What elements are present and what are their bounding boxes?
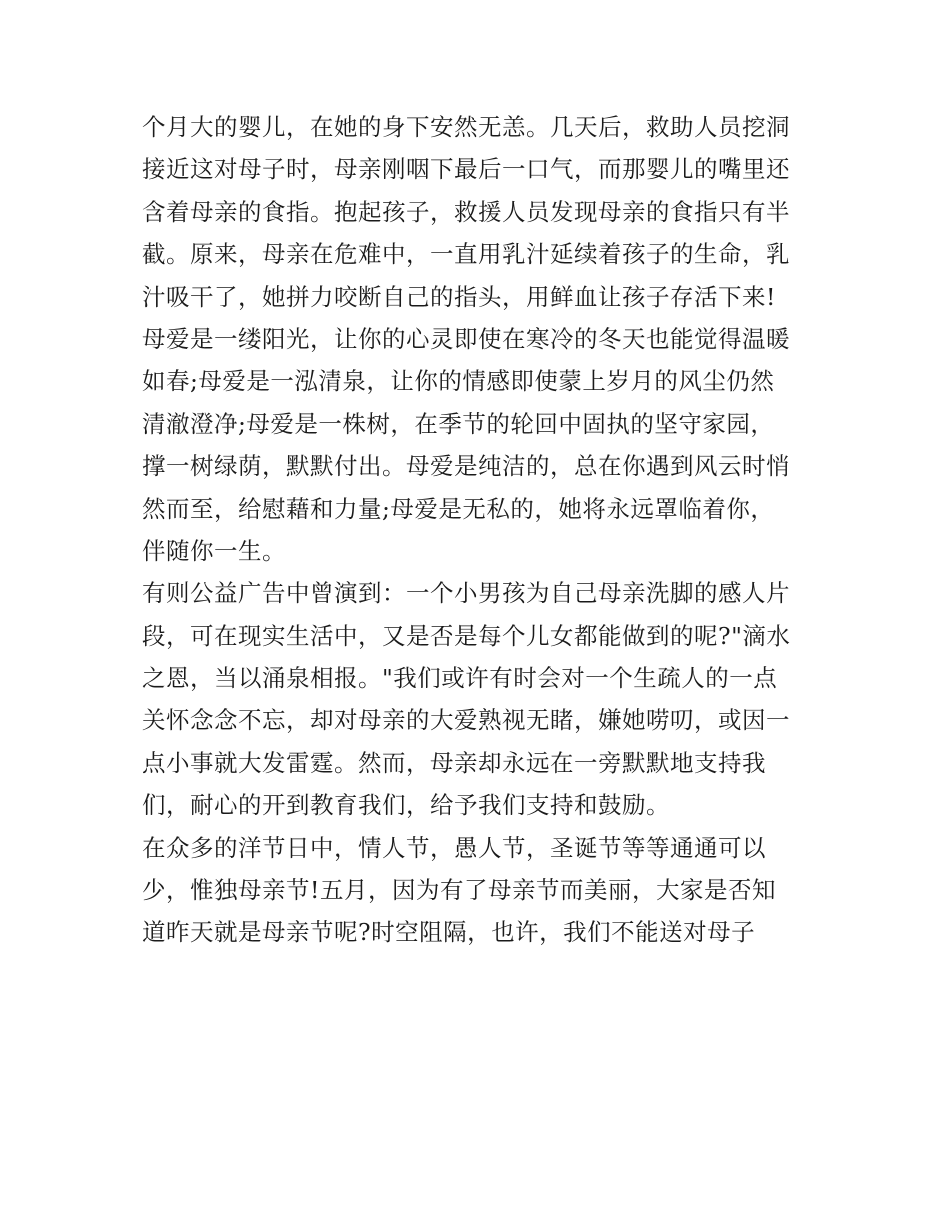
- text-line: 截。原来，母亲在危难中，一直用乳汁延续着孩子的生命，乳: [142, 240, 790, 269]
- text-line: 关怀念念不忘，却对母亲的大爱熟视无睹，嫌她唠叨，或因一: [142, 706, 790, 735]
- body-text: [142, 106, 822, 954]
- text-line: 个月大的婴儿，在她的身下安然无恙。几天后，救助人员挖洞: [142, 113, 790, 141]
- text-line: 含着母亲的食指。抱起孩子，救援人员发现母亲的食指只有半: [142, 197, 790, 226]
- text-line: 点小事就大发雷霆。然而，母亲却永远在一旁默默地支持我: [142, 748, 766, 777]
- text-line: 段，可在现实生活中，又是否是每个儿女都能做到的呢?"滴水: [142, 621, 791, 650]
- text-line: 汁吸干了，她拼力咬断自己的指头，用鲜血让孩子存活下来!: [142, 282, 776, 311]
- text-line: 之恩，当以涌泉相报。"我们或许有时会对一个生疏人的一点: [142, 664, 778, 693]
- text-line: 道昨天就是母亲节呢?时空阻隔，也许，我们不能送对母子: [142, 918, 756, 947]
- text-line: 如春;母爱是一泓清泉，让你的情感即使蒙上岁月的风尘仍然: [142, 367, 775, 396]
- text-line: 少，惟独母亲节!五月，因为有了母亲节而美丽，大家是否知: [142, 876, 776, 905]
- text-line: 撑一树绿荫，默默付出。母爱是纯洁的，总在你遇到风云时悄: [142, 452, 790, 481]
- text-line: 接近这对母子时，母亲刚咽下最后一口气，而那婴儿的嘴里还: [142, 155, 790, 184]
- text-line: 伴随你一生。: [142, 536, 286, 565]
- text-line: 们，耐心的开到教育我们，给予我们支持和鼓励。: [142, 791, 670, 820]
- text-line: 清澈澄净;母爱是一株树，在季节的轮回中固执的坚守家园，: [142, 409, 775, 438]
- text-line: 然而至，给慰藉和力量;母爱是无私的，她将永远罩临着你，: [142, 494, 775, 523]
- text-line: 有则公益广告中曾演到：一个小男孩为自己母亲洗脚的感人片: [142, 579, 790, 608]
- text-line: 母爱是一缕阳光，让你的心灵即使在寒冷的冬天也能觉得温暖: [142, 324, 790, 353]
- text-line: 在众多的洋节日中，情人节，愚人节，圣诞节等等通通可以: [142, 833, 766, 862]
